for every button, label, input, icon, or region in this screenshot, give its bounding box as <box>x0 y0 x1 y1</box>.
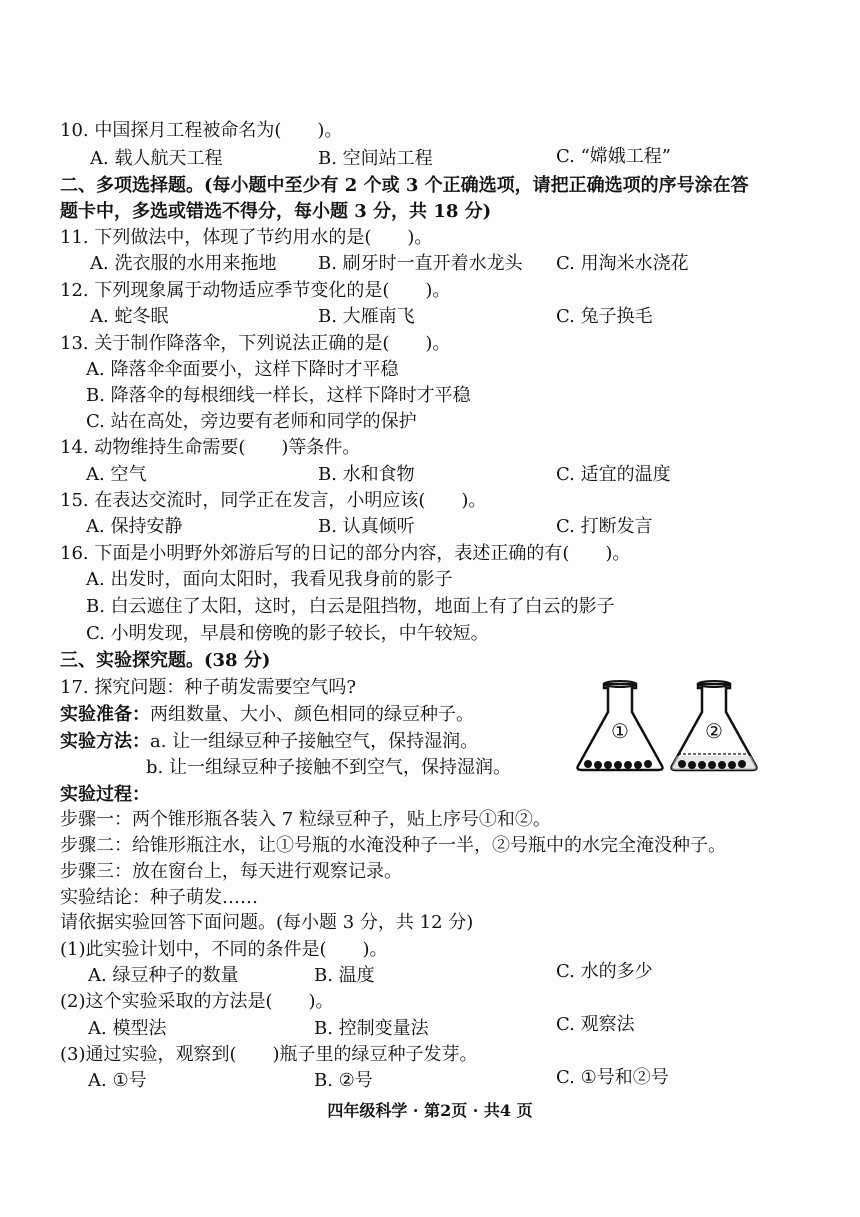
q17-method-a: a. 让一组绿豆种子接触空气，保持湿润。 <box>150 731 479 752</box>
q17-process-label: 实验过程： <box>60 784 150 805</box>
q17-prep-label: 实验准备： <box>60 704 150 725</box>
q11-option-c: C. 用淘米水浇花 <box>556 253 689 274</box>
sub3-stem: (3)通过实验，观察到( )瓶子里的绿豆种子发芽。 <box>60 1044 478 1065</box>
sub2-option-b: B. 控制变量法 <box>314 1018 429 1039</box>
q12-option-b: B. 大雁南飞 <box>318 306 415 327</box>
q10-option-a: A. 载人航天工程 <box>90 148 223 169</box>
q15-option-a: A. 保持安静 <box>86 516 183 537</box>
q14-stem: 14. 动物维持生命需要( )等条件。 <box>60 437 361 458</box>
q14-option-b: B. 水和食物 <box>318 464 415 485</box>
q17-method-label: 实验方法： <box>60 731 150 752</box>
q10-option-b: B. 空间站工程 <box>318 148 433 169</box>
q17-instruction: 请依据实验回答下面问题。(每小题 3 分，共 12 分) <box>60 912 474 933</box>
sub1-stem: (1)此实验计划中，不同的条件是( )。 <box>60 939 388 960</box>
q17-stem: 17. 探究问题：种子萌发需要空气吗? <box>60 677 356 698</box>
q17-method-b: b. 让一组绿豆种子接触不到空气，保持湿润。 <box>146 757 511 778</box>
q17-conclusion: 实验结论：种子萌发…… <box>60 887 258 908</box>
section2-title-line1: 二、多项选择题。(每小题中至少有 2 个或 3 个正确选项，请把正确选项的序号涂在答 <box>60 175 749 196</box>
q17-prep <box>60 703 474 727</box>
q11-stem: 11. 下列做法中，体现了节约用水的是( )。 <box>60 227 433 248</box>
q12-option-c: C. 兔子换毛 <box>556 306 653 327</box>
sub1-option-b: B. 温度 <box>314 965 375 986</box>
flask-2-label: ② <box>705 719 723 743</box>
q15-option-b: B. 认真倾听 <box>318 516 415 537</box>
q14-option-c: C. 适宜的温度 <box>556 464 671 485</box>
flask-illustration <box>572 676 772 776</box>
q14-option-a: A. 空气 <box>86 464 147 485</box>
sub2-stem: (2)这个实验采取的方法是( )。 <box>60 991 334 1012</box>
q15-stem: 15. 在表达交流时，同学正在发言，小明应该( )。 <box>60 490 487 511</box>
flask-1 <box>578 681 663 770</box>
flask-2 <box>672 681 757 770</box>
flask-1-label: ① <box>611 719 629 743</box>
q12-option-a: A. 蛇冬眠 <box>90 306 169 327</box>
sub3-option-c: C. ①号和②号 <box>556 1067 669 1088</box>
q10-stem: 10. 中国探月工程被命名为( )。 <box>60 120 343 141</box>
q15-option-c: C. 打断发言 <box>556 516 653 537</box>
q10-option-c: C. “嫦娥工程” <box>556 146 671 167</box>
section3-title: 三、实验探究题。(38 分) <box>60 650 271 671</box>
q16-stem: 16. 下面是小明野外郊游后写的日记的部分内容，表述正确的有( )。 <box>60 543 631 564</box>
sub3-option-b: B. ②号 <box>314 1070 373 1091</box>
q13-option-a: A. 降落伞伞面要小，这样下降时才平稳 <box>86 359 399 380</box>
q16-option-a: A. 出发时，面向太阳时，我看见我身前的影子 <box>86 569 453 590</box>
sub2-option-c: C. 观察法 <box>556 1014 635 1035</box>
q13-option-c: C. 站在高处，旁边要有老师和同学的保护 <box>86 411 417 432</box>
q17-step1: 步骤一：两个锥形瓶各装入 7 粒绿豆种子，贴上序号①和②。 <box>60 809 551 830</box>
q13-stem: 13. 关于制作降落伞，下列说法正确的是( )。 <box>60 333 451 354</box>
page-footer: 四年级科学 · 第2页 · 共4 页 <box>327 1101 533 1120</box>
sub1-option-a: A. 绿豆种子的数量 <box>88 965 239 986</box>
q17-method <box>60 730 478 754</box>
q17-prep-text: 两组数量、大小、颜色相同的绿豆种子。 <box>150 704 474 725</box>
q11-option-a: A. 洗衣服的水用来拖地 <box>90 253 277 274</box>
q17-step3: 步骤三：放在窗台上，每天进行观察记录。 <box>60 861 402 882</box>
section2-title-line2: 题卡中，多选或错选不得分，每小题 3 分，共 18 分) <box>60 201 492 222</box>
q16-option-c: C. 小明发现，早晨和傍晚的影子较长，中午较短。 <box>86 623 489 644</box>
q11-option-b: B. 刷牙时一直开着水龙头 <box>318 253 523 274</box>
sub1-option-c: C. 水的多少 <box>556 961 653 982</box>
q12-stem: 12. 下列现象属于动物适应季节变化的是( )。 <box>60 280 451 301</box>
q16-option-b: B. 白云遮住了太阳，这时，白云是阻挡物，地面上有了白云的影子 <box>86 596 615 617</box>
q17-step2: 步骤二：给锥形瓶注水，让①号瓶的水淹没种子一半，②号瓶中的水完全淹没种子。 <box>60 835 726 856</box>
sub2-option-a: A. 模型法 <box>88 1018 167 1039</box>
sub3-option-a: A. ①号 <box>88 1070 147 1091</box>
q13-option-b: B. 降落伞的每根细线一样长，这样下降时才平稳 <box>86 385 471 406</box>
